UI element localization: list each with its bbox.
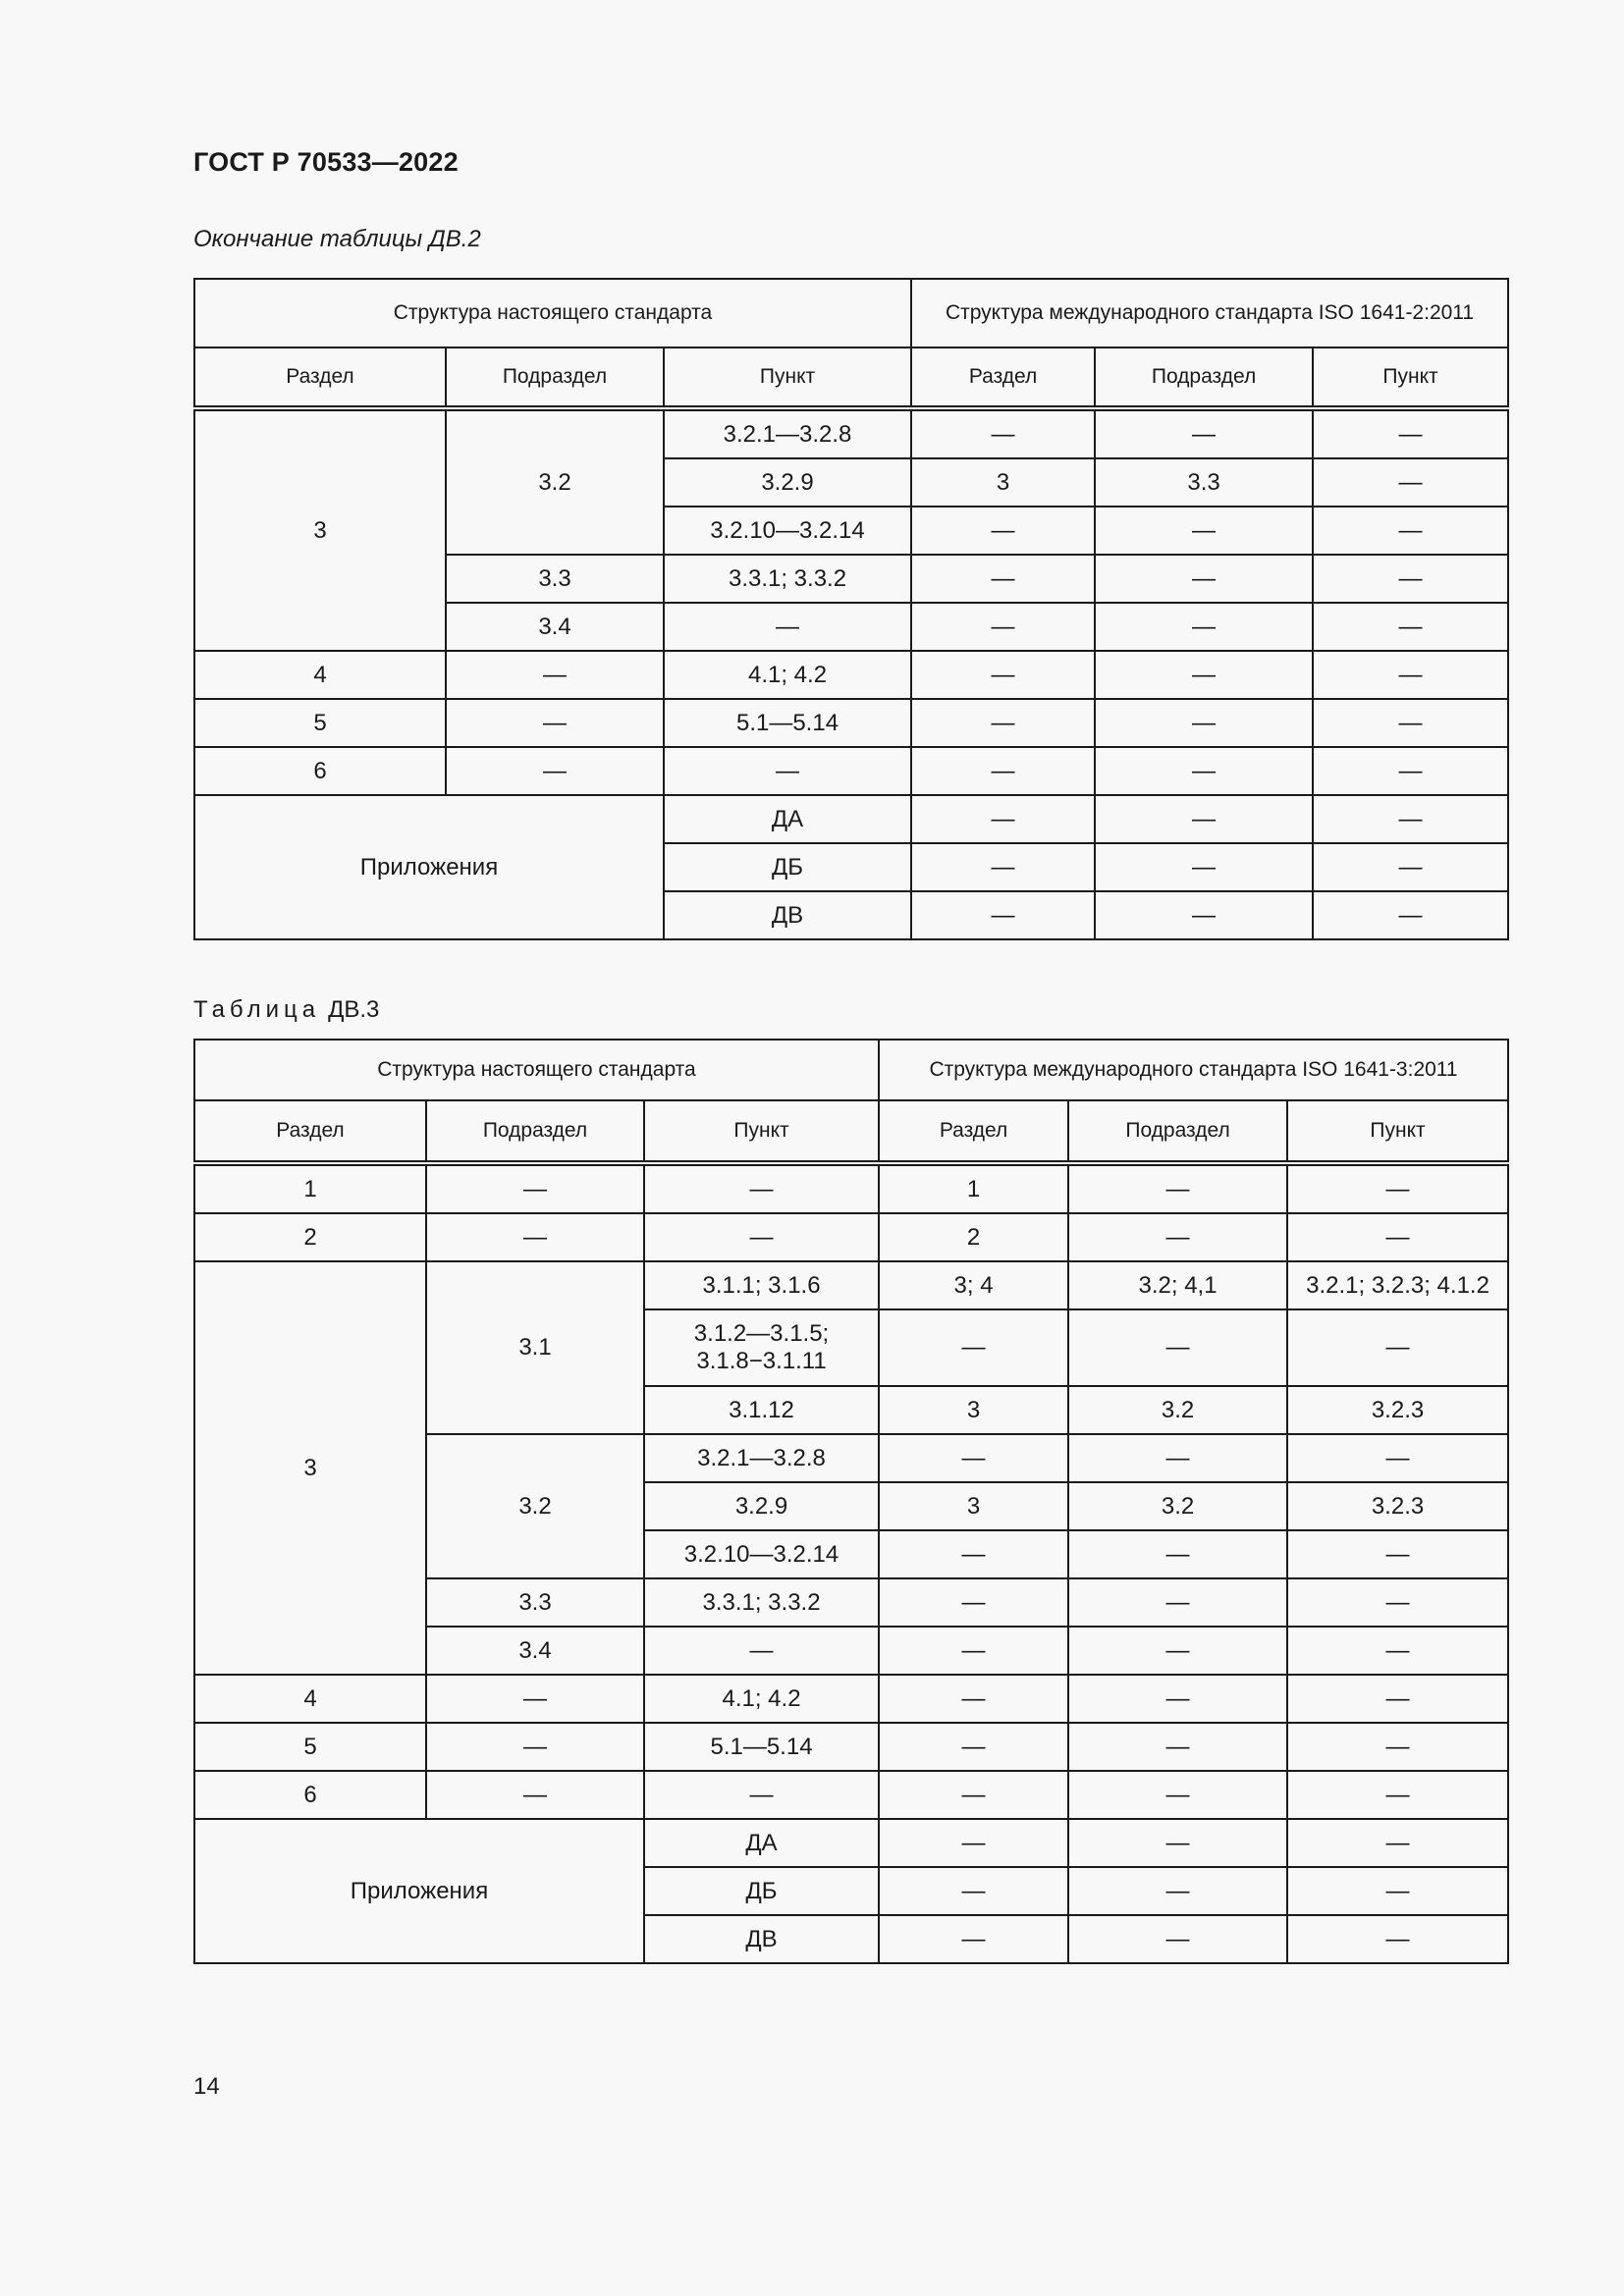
cell-iso-punkt: — <box>1313 843 1508 891</box>
cell-razdel: 3 <box>194 408 446 651</box>
cell-iso-punkt: — <box>1287 1530 1508 1578</box>
table-dv2-caption: Окончание таблицы ДВ.2 <box>193 226 481 252</box>
cell-iso-punkt: — <box>1313 603 1508 651</box>
table-dv2 <box>193 278 1509 940</box>
cell-iso-punkt: — <box>1287 1163 1508 1213</box>
cell-punkt: — <box>644 1163 879 1213</box>
cell-iso-razdel: — <box>879 1530 1068 1578</box>
cell-iso-punkt: — <box>1287 1819 1508 1867</box>
cell-podrazdel: — <box>426 1213 644 1261</box>
table-row <box>194 1723 1508 1771</box>
cell-podrazdel: 3.4 <box>426 1627 644 1675</box>
cell-punkt: — <box>664 603 911 651</box>
group-header-iso-standard: Структура международного стандарта ISO 1641-3:2011 <box>879 1040 1508 1100</box>
cell-iso-razdel: — <box>879 1915 1068 1963</box>
cell-punkt: 5.1—5.14 <box>664 699 911 747</box>
cell-punkt: 3.2.9 <box>664 458 911 507</box>
cell-punkt: 3.3.1; 3.3.2 <box>664 555 911 603</box>
table-dv3-caption <box>193 996 379 1024</box>
cell-punkt: — <box>644 1213 879 1261</box>
cell-iso-punkt: — <box>1287 1915 1508 1963</box>
cell-iso-razdel: — <box>911 795 1095 843</box>
column-header-iso-punkt: Пункт <box>1313 347 1508 408</box>
cell-iso-podrazdel: — <box>1068 1915 1287 1963</box>
cell-punkt: 3.2.10—3.2.14 <box>664 507 911 555</box>
cell-iso-podrazdel: — <box>1095 603 1313 651</box>
cell-iso-podrazdel: — <box>1068 1675 1287 1723</box>
cell-iso-podrazdel: — <box>1068 1434 1287 1482</box>
cell-punkt: 4.1; 4.2 <box>644 1675 879 1723</box>
cell-podrazdel: — <box>426 1723 644 1771</box>
cell-iso-podrazdel: — <box>1095 843 1313 891</box>
cell-punkt: ДА <box>644 1819 879 1867</box>
group-header-row <box>194 279 1508 347</box>
cell-iso-razdel: 3 <box>879 1386 1068 1434</box>
table-row <box>194 1819 1508 1867</box>
cell-podrazdel: — <box>426 1675 644 1723</box>
cell-iso-razdel: 2 <box>879 1213 1068 1261</box>
cell-razdel: 3 <box>194 1261 426 1675</box>
cell-razdel: 6 <box>194 747 446 795</box>
cell-iso-punkt: — <box>1313 555 1508 603</box>
cell-iso-punkt: — <box>1313 458 1508 507</box>
cell-iso-razdel: — <box>911 555 1095 603</box>
column-header-iso-podrazdel: Подраздел <box>1068 1100 1287 1163</box>
cell-iso-podrazdel: — <box>1068 1578 1287 1627</box>
cell-razdel: 6 <box>194 1771 426 1819</box>
cell-punkt: 3.2.9 <box>644 1482 879 1530</box>
table-row <box>194 651 1508 699</box>
cell-punkt: 3.2.1—3.2.8 <box>664 408 911 458</box>
cell-iso-podrazdel: — <box>1068 1771 1287 1819</box>
group-header-current-standard: Структура настоящего стандарта <box>194 1040 879 1100</box>
cell-iso-punkt: 3.2.1; 3.2.3; 4.1.2 <box>1287 1261 1508 1309</box>
table-row <box>194 1261 1508 1309</box>
document-code: ГОСТ Р 70533—2022 <box>193 147 459 177</box>
cell-podrazdel: 3.1 <box>426 1261 644 1434</box>
cell-appendices: Приложения <box>194 1819 644 1963</box>
cell-razdel: 4 <box>194 1675 426 1723</box>
cell-iso-podrazdel: — <box>1095 747 1313 795</box>
column-header-punkt: Пункт <box>664 347 911 408</box>
cell-iso-punkt: — <box>1313 795 1508 843</box>
column-header-row <box>194 1100 1508 1163</box>
table-row <box>194 1675 1508 1723</box>
cell-punkt: — <box>664 747 911 795</box>
cell-punkt-line-1: 3.1.2—3.1.5; <box>693 1320 830 1347</box>
column-header-iso-razdel: Раздел <box>911 347 1095 408</box>
cell-podrazdel: 3.3 <box>426 1578 644 1627</box>
cell-iso-razdel: — <box>879 1627 1068 1675</box>
cell-podrazdel: 3.2 <box>446 408 664 555</box>
cell-iso-podrazdel: — <box>1095 651 1313 699</box>
table-row <box>194 1771 1508 1819</box>
group-header-row <box>194 1040 1508 1100</box>
table-row <box>194 795 1508 843</box>
column-header-row <box>194 347 1508 408</box>
group-header-current-standard: Структура настоящего стандарта <box>194 279 911 347</box>
cell-iso-razdel: 3 <box>911 458 1095 507</box>
cell-podrazdel: 3.2 <box>426 1434 644 1578</box>
cell-iso-razdel: 3 <box>879 1482 1068 1530</box>
cell-punkt: — <box>644 1627 879 1675</box>
cell-iso-razdel: 3; 4 <box>879 1261 1068 1309</box>
cell-punkt <box>644 1309 879 1386</box>
cell-iso-punkt: — <box>1313 408 1508 458</box>
cell-iso-punkt: — <box>1313 507 1508 555</box>
cell-iso-punkt: — <box>1313 699 1508 747</box>
cell-iso-podrazdel: — <box>1095 555 1313 603</box>
cell-iso-razdel: — <box>911 843 1095 891</box>
cell-iso-razdel: — <box>879 1819 1068 1867</box>
cell-iso-razdel: — <box>879 1723 1068 1771</box>
column-header-iso-podrazdel: Подраздел <box>1095 347 1313 408</box>
cell-iso-punkt: 3.2.3 <box>1287 1386 1508 1434</box>
cell-razdel: 5 <box>194 699 446 747</box>
column-header-punkt: Пункт <box>644 1100 879 1163</box>
cell-punkt: ДВ <box>664 891 911 939</box>
cell-iso-punkt: — <box>1287 1675 1508 1723</box>
cell-podrazdel: — <box>426 1771 644 1819</box>
cell-iso-podrazdel: 3.3 <box>1095 458 1313 507</box>
cell-iso-podrazdel: — <box>1095 795 1313 843</box>
column-header-podrazdel: Подраздел <box>426 1100 644 1163</box>
cell-iso-razdel: — <box>879 1675 1068 1723</box>
cell-appendices: Приложения <box>194 795 664 939</box>
page-number: 14 <box>193 2073 220 2100</box>
cell-razdel: 4 <box>194 651 446 699</box>
cell-iso-punkt: 3.2.3 <box>1287 1482 1508 1530</box>
cell-podrazdel: 3.4 <box>446 603 664 651</box>
cell-podrazdel: 3.3 <box>446 555 664 603</box>
cell-iso-punkt: — <box>1287 1434 1508 1482</box>
cell-punkt: ДА <box>664 795 911 843</box>
cell-iso-podrazdel: — <box>1095 891 1313 939</box>
cell-punkt: ДБ <box>644 1867 879 1915</box>
cell-iso-podrazdel: — <box>1068 1627 1287 1675</box>
cell-iso-podrazdel: — <box>1068 1163 1287 1213</box>
table-row <box>194 699 1508 747</box>
cell-iso-punkt: — <box>1287 1771 1508 1819</box>
table-dv3 <box>193 1039 1509 1964</box>
cell-iso-razdel: — <box>911 651 1095 699</box>
table-row <box>194 1163 1508 1213</box>
cell-iso-razdel: — <box>879 1867 1068 1915</box>
cell-iso-podrazdel: — <box>1095 507 1313 555</box>
cell-iso-punkt: — <box>1287 1867 1508 1915</box>
cell-podrazdel: — <box>446 747 664 795</box>
cell-iso-podrazdel: — <box>1068 1723 1287 1771</box>
cell-iso-razdel: — <box>879 1771 1068 1819</box>
cell-podrazdel: — <box>426 1163 644 1213</box>
cell-iso-podrazdel: 3.2 <box>1068 1482 1287 1530</box>
cell-iso-razdel: — <box>911 699 1095 747</box>
cell-iso-podrazdel: — <box>1068 1819 1287 1867</box>
cell-punkt: 5.1—5.14 <box>644 1723 879 1771</box>
cell-punkt: 3.3.1; 3.3.2 <box>644 1578 879 1627</box>
cell-iso-podrazdel: — <box>1068 1213 1287 1261</box>
cell-iso-punkt: — <box>1313 747 1508 795</box>
cell-iso-punkt: — <box>1313 891 1508 939</box>
cell-razdel: 5 <box>194 1723 426 1771</box>
cell-punkt: 3.2.1—3.2.8 <box>644 1434 879 1482</box>
table-row <box>194 747 1508 795</box>
cell-iso-punkt: — <box>1287 1309 1508 1386</box>
cell-iso-podrazdel: — <box>1068 1309 1287 1386</box>
cell-iso-podrazdel: 3.2 <box>1068 1386 1287 1434</box>
cell-iso-razdel: — <box>911 747 1095 795</box>
cell-iso-punkt: — <box>1287 1578 1508 1627</box>
cell-iso-podrazdel: — <box>1095 408 1313 458</box>
cell-iso-punkt: — <box>1287 1723 1508 1771</box>
cell-iso-razdel: — <box>879 1434 1068 1482</box>
cell-iso-razdel: — <box>911 408 1095 458</box>
cell-iso-razdel: — <box>879 1578 1068 1627</box>
cell-punkt: 3.2.10—3.2.14 <box>644 1530 879 1578</box>
cell-iso-razdel: — <box>911 603 1095 651</box>
cell-razdel: 2 <box>194 1213 426 1261</box>
column-header-podrazdel: Подраздел <box>446 347 664 408</box>
cell-punkt: 3.1.1; 3.1.6 <box>644 1261 879 1309</box>
cell-iso-podrazdel: — <box>1068 1867 1287 1915</box>
cell-punkt: 3.1.12 <box>644 1386 879 1434</box>
table-caption-word: Таблица <box>193 996 321 1023</box>
cell-podrazdel: — <box>446 651 664 699</box>
cell-punkt: ДВ <box>644 1915 879 1963</box>
cell-punkt-line-2: 3.1.8−3.1.11 <box>696 1348 827 1374</box>
cell-iso-razdel: — <box>911 891 1095 939</box>
cell-razdel: 1 <box>194 1163 426 1213</box>
column-header-razdel: Раздел <box>194 1100 426 1163</box>
cell-punkt: — <box>644 1771 879 1819</box>
table-row <box>194 408 1508 458</box>
table-caption-id: ДВ.3 <box>328 996 380 1023</box>
cell-iso-podrazdel: — <box>1068 1530 1287 1578</box>
cell-iso-razdel: — <box>911 507 1095 555</box>
column-header-iso-punkt: Пункт <box>1287 1100 1508 1163</box>
cell-iso-punkt: — <box>1287 1627 1508 1675</box>
column-header-razdel: Раздел <box>194 347 446 408</box>
cell-podrazdel: — <box>446 699 664 747</box>
group-header-iso-standard: Структура международного стандарта ISO 1641-2:2011 <box>911 279 1508 347</box>
cell-iso-podrazdel: 3.2; 4,1 <box>1068 1261 1287 1309</box>
cell-iso-punkt: — <box>1313 651 1508 699</box>
cell-iso-punkt: — <box>1287 1213 1508 1261</box>
cell-iso-razdel: — <box>879 1309 1068 1386</box>
table-row <box>194 1213 1508 1261</box>
cell-iso-razdel: 1 <box>879 1163 1068 1213</box>
cell-punkt: ДБ <box>664 843 911 891</box>
cell-iso-podrazdel: — <box>1095 699 1313 747</box>
cell-punkt: 4.1; 4.2 <box>664 651 911 699</box>
column-header-iso-razdel: Раздел <box>879 1100 1068 1163</box>
